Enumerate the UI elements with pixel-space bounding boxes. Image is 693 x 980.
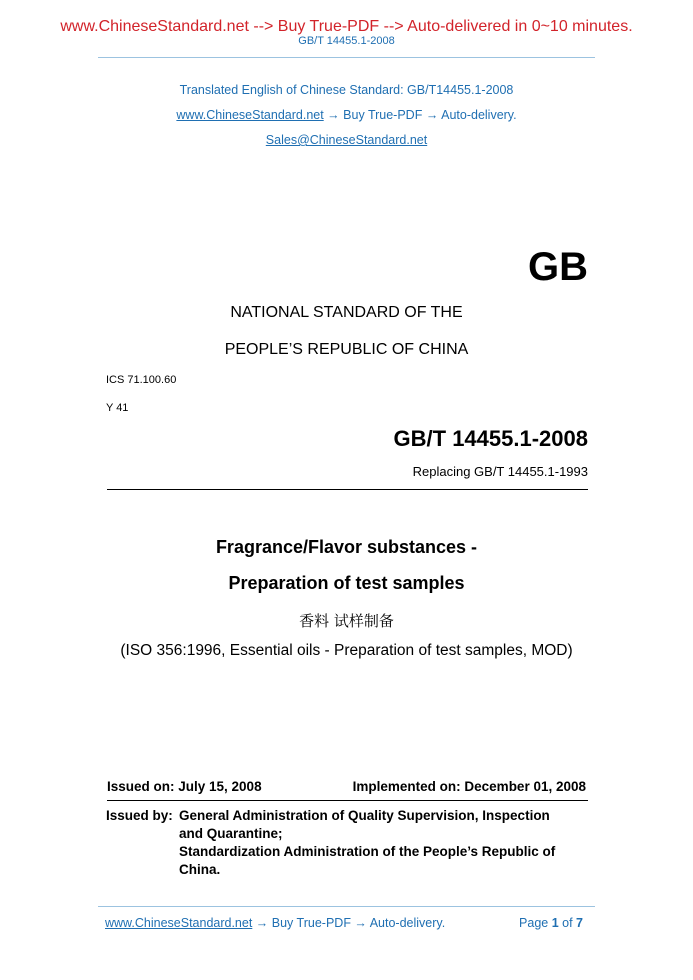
- national-standard-line1: NATIONAL STANDARD OF THE: [230, 304, 463, 321]
- page-label: Page: [519, 916, 552, 930]
- footer-site-link[interactable]: www.ChineseStandard.net: [105, 916, 253, 930]
- issuer-line1: General Administration of Quality Supervision, Inspection: [179, 808, 550, 823]
- issuer-line2: and Quarantine;: [179, 826, 283, 841]
- replacing-standard: Replacing GB/T 14455.1-1993: [412, 464, 588, 479]
- gb-mark: GB: [528, 245, 588, 289]
- dates-divider: [107, 800, 588, 801]
- site-link[interactable]: www.ChineseStandard.net: [176, 108, 324, 122]
- arrow-right-icon: →: [323, 108, 344, 122]
- footer-links: [105, 916, 445, 930]
- auto-delivery-text: Auto-delivery.: [441, 108, 517, 122]
- implemented-date: Implemented on: December 01, 2008: [352, 779, 586, 794]
- sales-email-row: [0, 133, 693, 147]
- promo-banner[interactable]: www.ChineseStandard.net --> Buy True-PDF --> Auto-delivered in 0~10 minutes.: [60, 18, 633, 35]
- footer-auto-text: Auto-delivery.: [369, 916, 446, 930]
- footer-buy-text: Buy True-PDF: [271, 916, 351, 930]
- issuer-line4: China.: [179, 862, 221, 877]
- translation-links: [0, 108, 693, 122]
- title-line2: Preparation of test samples: [228, 573, 465, 593]
- national-standard-line2: PEOPLE’S REPUBLIC OF CHINA: [224, 341, 469, 358]
- ics-code: ICS 71.100.60: [106, 374, 177, 386]
- issued-date: Issued on: July 15, 2008: [107, 779, 262, 794]
- page-of: of: [558, 916, 577, 930]
- standard-number: GB/T 14455.1-2008: [393, 426, 588, 451]
- header-doc-id: GB/T 14455.1-2008: [298, 35, 395, 47]
- issuer-block: [179, 807, 599, 879]
- page-current: 1: [551, 916, 559, 930]
- sales-email-link[interactable]: Sales@ChineseStandard.net: [265, 133, 428, 147]
- footer-divider: [98, 906, 595, 907]
- iso-reference: (ISO 356:1996, Essential oils - Preparation of test samples, MOD): [120, 642, 573, 659]
- title-line1: Fragrance/Flavor substances -: [215, 537, 478, 557]
- category-code: Y 41: [106, 402, 129, 414]
- arrow-right-icon: →: [350, 916, 370, 930]
- arrow-right-icon: →: [422, 108, 442, 122]
- header-divider: [98, 57, 595, 58]
- chinese-title: 香料 试样制备: [299, 612, 394, 630]
- page-total: 7: [576, 916, 583, 930]
- title-divider: [107, 489, 588, 490]
- page-indicator: [519, 916, 583, 930]
- issuer-line3: Standardization Administration of the People’s Republic of: [179, 844, 556, 859]
- buy-pdf-text: Buy True-PDF: [343, 108, 423, 122]
- arrow-right-icon: →: [252, 916, 272, 930]
- translation-notice: Translated English of Chinese Standard: GB/T14455.1-2008: [179, 83, 514, 97]
- issued-by-label: Issued by:: [106, 808, 173, 823]
